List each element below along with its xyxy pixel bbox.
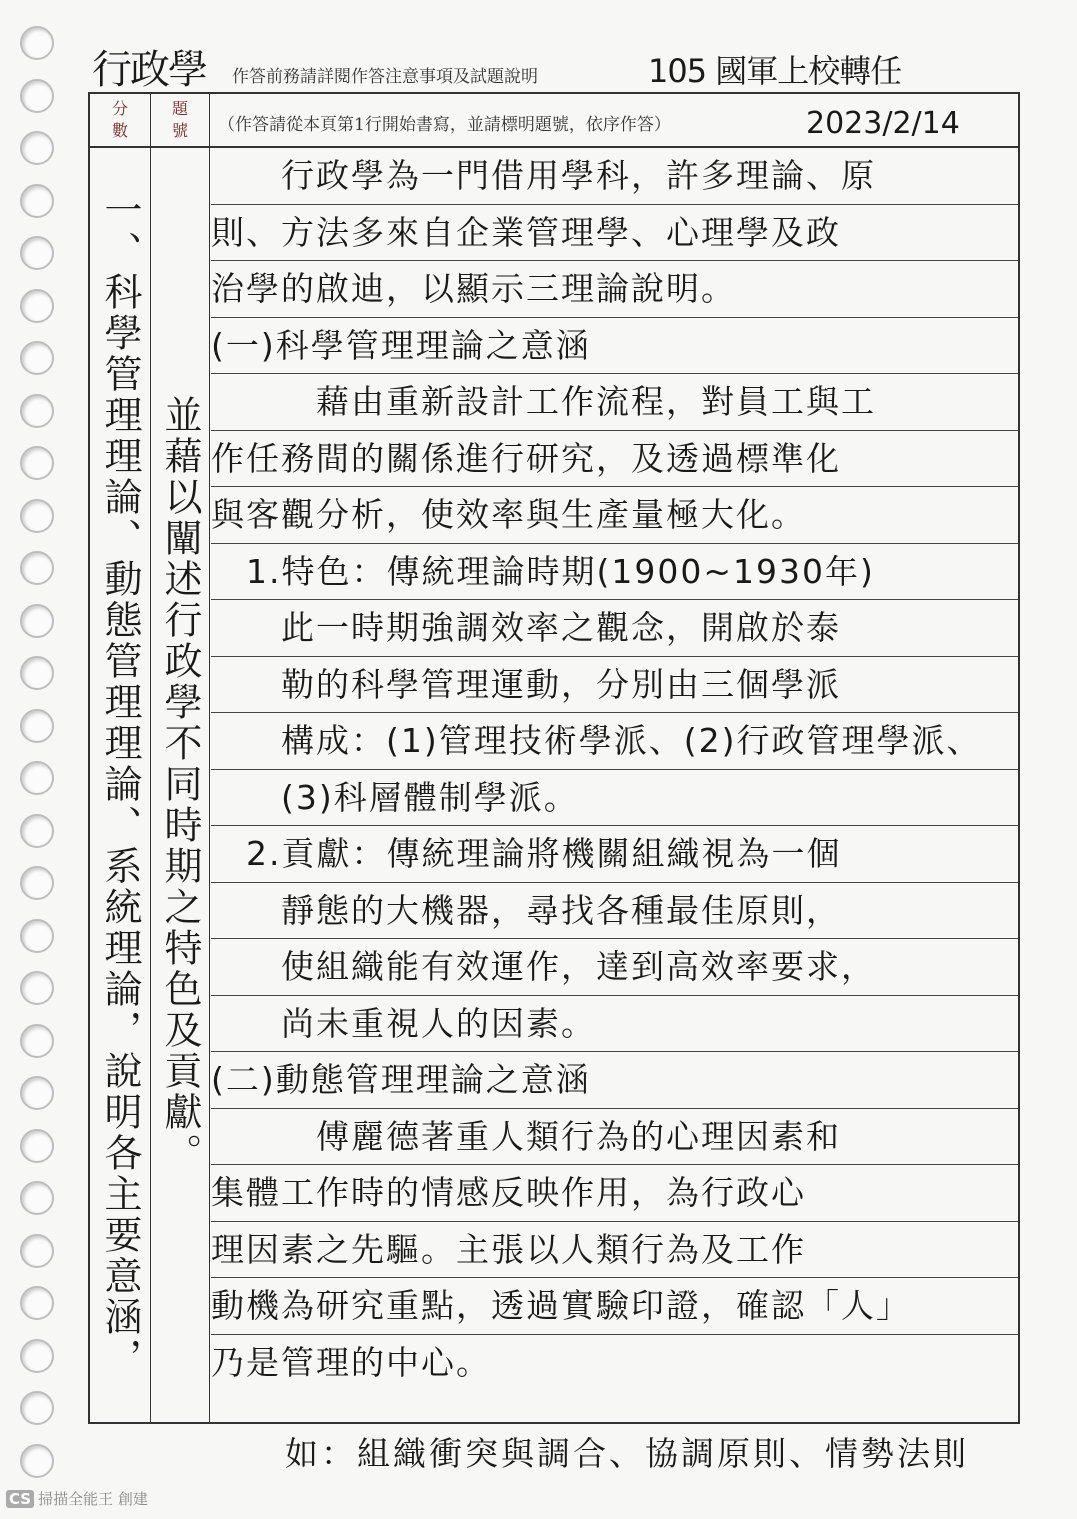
answer-line: 傅麗德著重人類行為的心理因素和 — [211, 1109, 1018, 1166]
answer-line: 尚未重視人的因素。 — [211, 996, 1018, 1053]
answer-line: 乃是管理的中心。 — [211, 1342, 491, 1382]
sheet-header-row — [90, 94, 1018, 148]
answer-line: 理因素之先驅。主張以人類行為及工作 — [211, 1222, 1018, 1279]
answer-line: 1.特色：傳統理論時期(1900~1930年) — [211, 544, 1018, 601]
binder-hole — [20, 1181, 54, 1215]
subject-title: 行政學 — [92, 47, 206, 93]
note-below-table: 如：組織衝突與調合、協調原則、情勢法則 — [285, 1434, 969, 1473]
binder-hole — [20, 499, 54, 533]
binder-hole — [20, 1339, 54, 1373]
binder-hole — [20, 761, 54, 795]
binder-hole — [20, 79, 54, 113]
watermark-text: 掃描全能王 創建 — [38, 1490, 148, 1508]
binder-hole — [20, 1391, 54, 1425]
binder-hole — [20, 446, 54, 480]
instruction-text: 作答前務請詳閱作答注意事項及試題說明 — [232, 67, 538, 87]
answer-line: 使組織能有效運作，達到高效率要求， — [211, 939, 1018, 996]
column-divider — [150, 94, 151, 1422]
score-label: 分數 — [111, 99, 128, 140]
binder-hole — [20, 919, 54, 953]
binder-hole — [20, 656, 54, 690]
answer-line: (二)動態管理理論之意涵 — [211, 1052, 1018, 1109]
exam-name: 105 國軍上校轉任 — [648, 52, 902, 90]
binder-hole — [20, 1129, 54, 1163]
answer-line: 行政學為一門借用學科，許多理論、原 — [211, 148, 1018, 205]
answer-line: 勒的科學管理運動，分別由三個學派 — [211, 657, 1018, 714]
answer-line: (一)科學管理理論之意涵 — [211, 318, 1018, 375]
binder-hole — [20, 709, 54, 743]
answer-instruction: （作答請從本頁第1行開始書寫，並請標明題號，依序作答） — [218, 115, 671, 135]
binder-hole — [20, 814, 54, 848]
binder-hole — [20, 604, 54, 638]
binder-hole — [20, 289, 54, 323]
binder-hole — [20, 1234, 54, 1268]
binder-hole — [20, 341, 54, 375]
answer-line: (3)科層體制學派。 — [211, 770, 1018, 827]
answer-lines — [211, 148, 1018, 1391]
answer-line: 構成：(1)管理技術學派、(2)行政管理學派、 — [211, 713, 1018, 770]
scanner-watermark — [6, 1488, 148, 1509]
answer-line: 動機為研究重點，透過實驗印證，確認「人」 — [211, 1278, 1018, 1335]
question-text-part1: 一、科學管理理論、動態管理理論、系統理論，說明各主要意涵， — [98, 189, 142, 1379]
answer-line: 2.貢獻：傳統理論將機關組織視為一個 — [211, 826, 1018, 883]
binder-hole — [20, 1076, 54, 1110]
binder-hole — [20, 131, 54, 165]
binder-hole — [20, 236, 54, 270]
binder-hole — [20, 184, 54, 218]
binder-hole — [20, 866, 54, 900]
answer-line: 作任務間的關係進行研究，及透過標準化 — [211, 431, 1018, 488]
answer-line: 此一時期強調效率之觀念，開啟於泰 — [211, 600, 1018, 657]
binder-hole — [20, 971, 54, 1005]
column-divider — [209, 94, 210, 1422]
answer-line: 靜態的大機器，尋找各種最佳原則， — [211, 883, 1018, 940]
binder-hole — [20, 394, 54, 428]
binder-hole — [20, 1024, 54, 1058]
question-number-label: 題號 — [171, 99, 188, 140]
binder-hole — [20, 26, 54, 60]
answer-line: 藉由重新設計工作流程，對員工與工 — [211, 374, 1018, 431]
binder-hole — [20, 551, 54, 585]
binder-hole — [20, 1444, 54, 1478]
handwritten-date: 2023/2/14 — [806, 106, 960, 141]
answer-line: 集體工作時的情感反映作用，為行政心 — [211, 1165, 1018, 1222]
answer-line: 則、方法多來自企業管理學、心理學及政 — [211, 205, 1018, 262]
answer-line: 治學的啟迪，以顯示三理論說明。 — [211, 261, 1018, 318]
question-text-part2: 並藉以闡述行政學不同時期之特色及貢獻。 — [158, 394, 202, 1174]
camscanner-logo: CS — [6, 1490, 34, 1508]
answer-sheet — [88, 92, 1020, 1424]
answer-line: 與客觀分析，使效率與生產量極大化。 — [211, 487, 1018, 544]
binder-hole — [20, 1286, 54, 1320]
